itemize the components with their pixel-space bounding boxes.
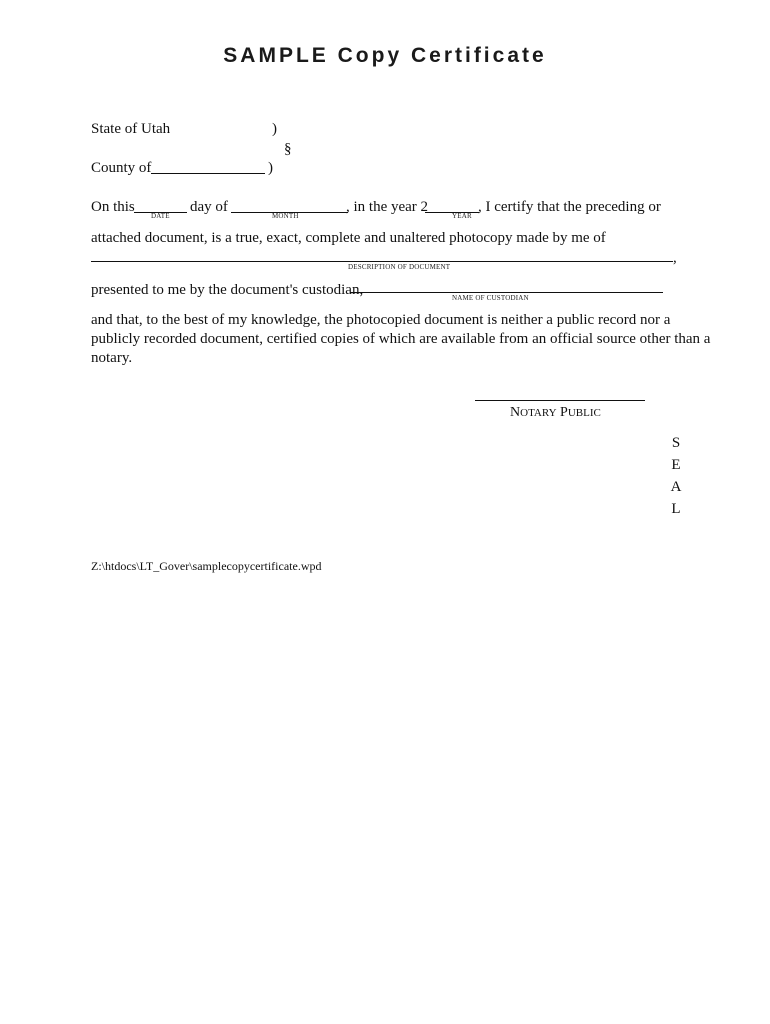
- certify-text: , I certify that the preceding or: [478, 199, 661, 215]
- notary-initial-p: P: [560, 405, 568, 420]
- month-caption: MONTH: [272, 212, 299, 220]
- custodian-blank: [350, 292, 663, 293]
- signature-line: [475, 400, 645, 401]
- seal-label: [668, 432, 684, 520]
- day-of-text: day of: [190, 199, 228, 215]
- county-label: County of: [91, 160, 152, 176]
- venue-paren-2: ): [268, 160, 273, 176]
- section-symbol: §: [284, 141, 292, 157]
- notary-rest-2: UBLIC: [567, 407, 601, 419]
- custodian-caption: NAME OF CUSTODIAN: [452, 294, 529, 302]
- seal-letter-a: A: [670, 479, 682, 495]
- attached-document-line: attached document, is a true, exact, complete and unaltered photocopy made by me of: [91, 230, 606, 246]
- state-line: State of Utah: [91, 121, 171, 137]
- seal-letter-s: S: [671, 435, 681, 451]
- document-title: SAMPLE Copy Certificate: [223, 44, 547, 67]
- file-path: Z:\htdocs\LT_Gover\samplecopycertificate.wpd: [91, 559, 322, 573]
- description-caption: DESCRIPTION OF DOCUMENT: [348, 263, 451, 271]
- notary-rest-1: OTARY: [520, 407, 557, 419]
- paragraph-line-2: publicly recorded document, certified copies of which are available from an official source other than a: [91, 331, 711, 347]
- venue-paren-1: ): [272, 121, 277, 137]
- notary-initial-n: N: [510, 405, 521, 420]
- description-comma: ,: [673, 250, 677, 266]
- in-the-year-text: , in the year 2: [346, 199, 429, 215]
- county-blank: [151, 173, 265, 174]
- seal-letter-e: E: [671, 457, 681, 473]
- date-caption: DATE: [151, 212, 170, 220]
- description-blank: [91, 261, 673, 262]
- seal-letter-l: L: [671, 501, 681, 517]
- notary-public-label: [510, 405, 601, 421]
- paragraph-line-3: notary.: [91, 350, 133, 366]
- on-this-text: On this: [91, 199, 135, 215]
- paragraph-line-1: and that, to the best of my knowledge, the photocopied document is neither a public record nor a: [91, 312, 671, 328]
- presented-text: presented to me by the document's custodian,: [91, 282, 364, 298]
- year-caption: YEAR: [452, 212, 472, 220]
